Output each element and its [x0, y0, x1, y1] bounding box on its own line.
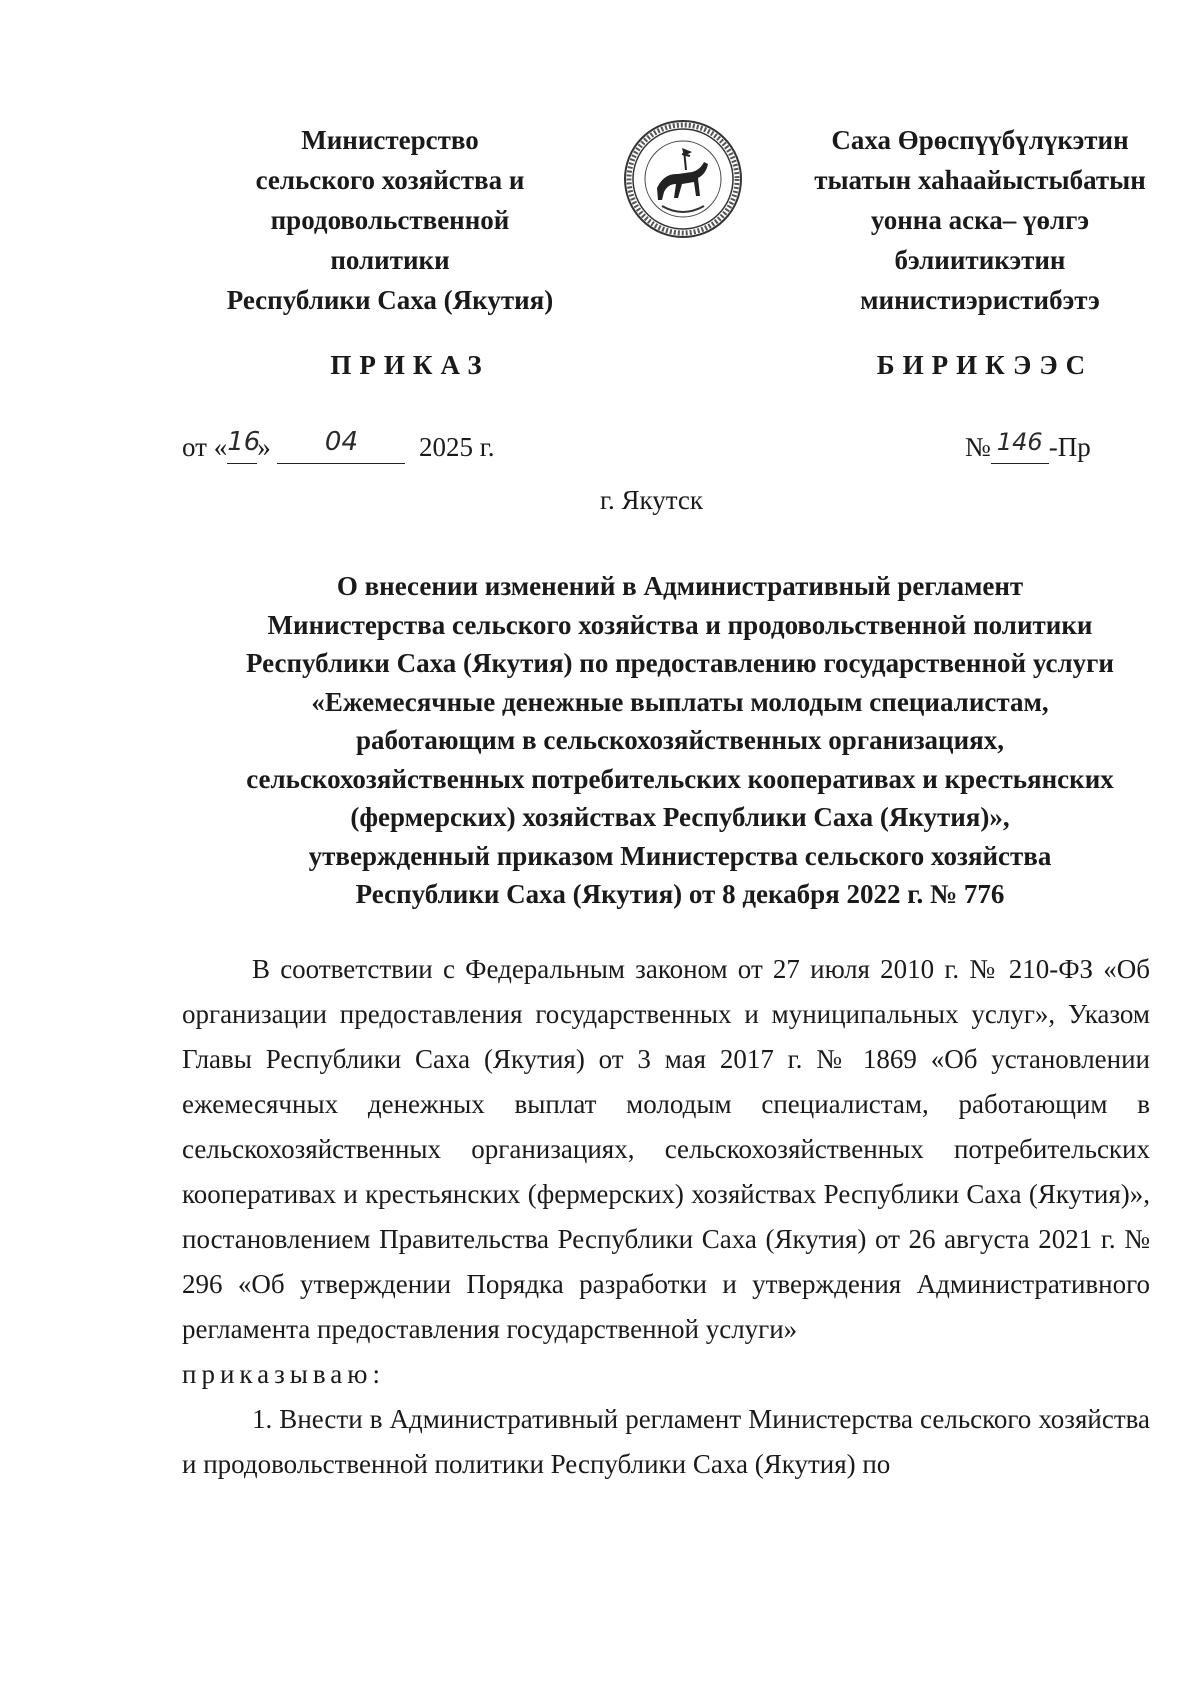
number-prefix: № — [965, 432, 991, 462]
ministry-name-ru-line: сельского хозяйства и — [255, 165, 525, 195]
order-number — [965, 428, 1091, 464]
ministry-name-ru-line: продовольственной — [270, 205, 510, 235]
coat-of-arms-icon — [622, 118, 744, 240]
order-title-ru: ПРИКАЗ — [330, 350, 490, 380]
date-month-field — [277, 427, 405, 464]
title-line: сельскохозяйственных потребительских кооперативах и крестьянских — [246, 763, 1114, 794]
date-prefix: от « — [182, 432, 228, 462]
number-handwritten: 146 — [996, 428, 1043, 456]
ministry-name-ru-line: Министерство — [301, 125, 479, 155]
number-suffix: -Пр — [1048, 432, 1091, 462]
ministry-name-sakha-line: бэлиитикэтин — [894, 245, 1066, 275]
ministry-name-sakha-line: уонна аска– үөлгэ — [870, 205, 1090, 235]
document-body — [182, 947, 1150, 1487]
title-line: (фермерских) хозяйствах Республики Саха (Якутия)», — [350, 802, 1010, 832]
date-day-field — [227, 427, 261, 464]
order-title-sakha: БИРИКЭЭС — [876, 350, 1094, 380]
title-line: работающим в сельскохозяйственных организациях, — [355, 725, 1005, 755]
ministry-name-ru-line: Республики Саха (Якутия) — [226, 285, 554, 315]
title-line: О внесении изменений в Административный регламент — [336, 571, 1024, 601]
title-line: Республики Саха (Якутия) по предоставлению государственной услуги — [246, 648, 1114, 678]
title-line: «Ежемесячные денежные выплаты молодым специалистам, — [311, 686, 1049, 717]
ministry-name-ru — [215, 120, 565, 320]
date-day-close: » — [257, 432, 271, 462]
ministry-name-sakha — [780, 120, 1180, 320]
number-field — [991, 428, 1049, 464]
order-word: приказываю: — [182, 1359, 385, 1389]
ministry-name-sakha-line: тыатын хаһаайыстыбатын — [814, 165, 1146, 195]
order-date — [182, 427, 495, 464]
date-year: 2025 г. — [418, 432, 495, 462]
ministry-name-sakha-line: Саха Өрөспүүбүлүкэтин — [831, 125, 1129, 155]
ministry-name-sakha-line: министиэристибэтэ — [860, 285, 1100, 315]
date-day-handwritten: 16 — [227, 427, 261, 457]
ministry-name-ru-line: политики — [330, 245, 450, 275]
title-line: Республики Саха (Якутия) от 8 декабря 2022 г. № 776 — [355, 879, 1005, 909]
date-month-handwritten: 04 — [324, 427, 358, 457]
item-1-paragraph: 1. Внести в Административный регламент Министерства сельского хозяйства и продовольственной политики Республики Саха (Якутия) по — [182, 1404, 1150, 1479]
title-line: утвержденный приказом Министерства сельского хозяйства — [308, 840, 1052, 871]
preamble-paragraph: В соответствии с Федеральным законом от 27 июля 2010 г. № 210-ФЗ «Об организации предоставления государственных и муниципальных услуг», Указом Главы Республики Саха (Якутия) от 3 мая 2017 г. № 1869 «Об установлении ежемесячных денежных выплат молодым специалистам, работающим в сельскохозяйственных организациях, сельскохозяйственных потребительских кооперативах и крестьянских (фермерских) хозяйствах Республики Саха (Якутия)», постановлением Правительства Республики Саха (Якутия) от 26 августа 2021 г. № 296 «Об утверждении Порядка разработки и утверждения Административного регламента предоставления государственной услуги» — [182, 954, 1150, 1344]
city: г. Якутск — [600, 485, 704, 515]
title-line: Министерства сельского хозяйства и продовольственной политики — [267, 609, 1093, 640]
document-title — [140, 567, 1200, 914]
